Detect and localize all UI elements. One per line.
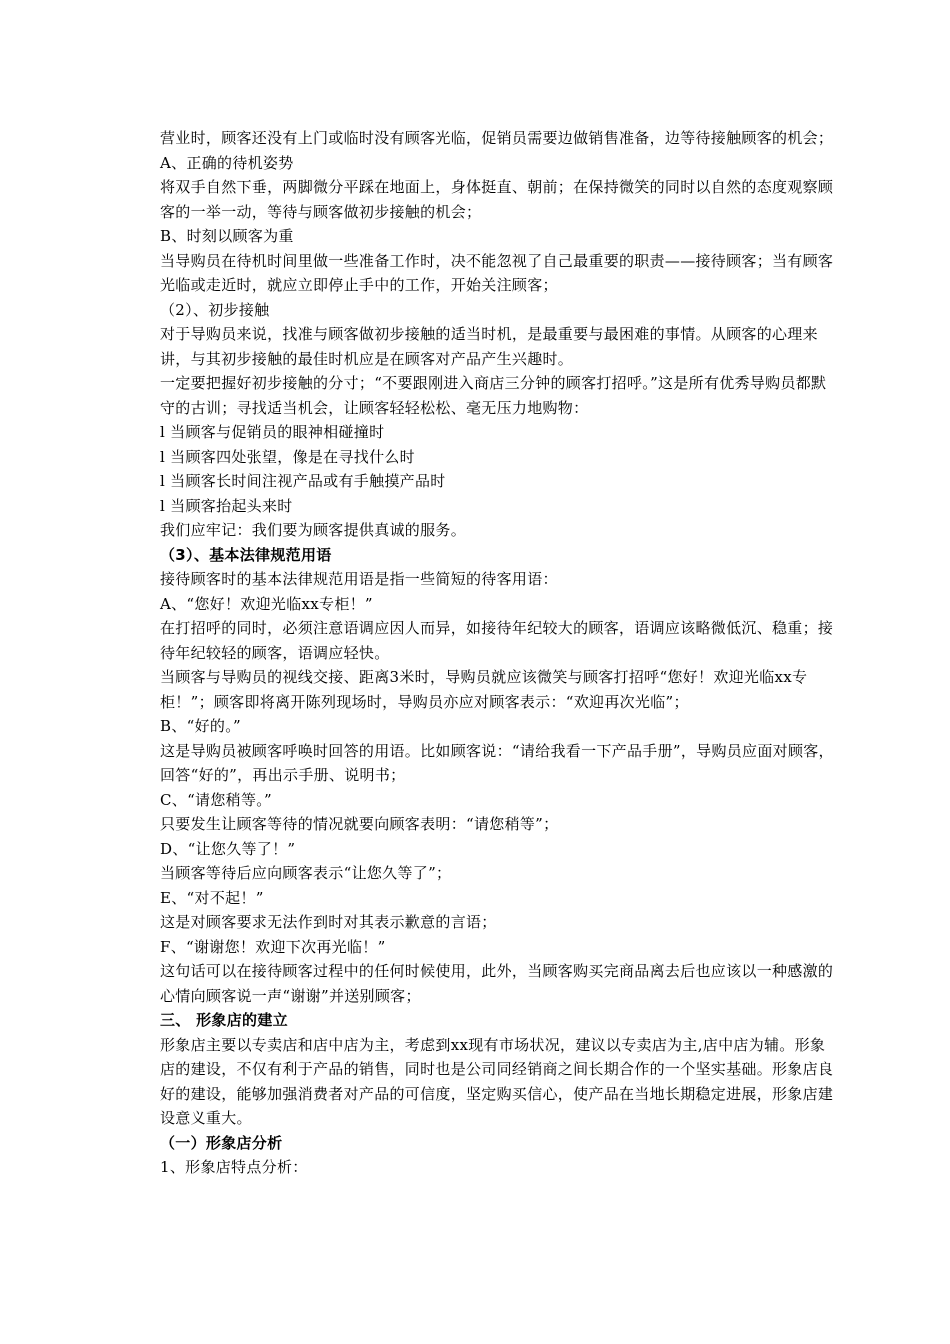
- paragraph: 对于导购员来说，找准与顾客做初步接触的适当时机，是最重要与最困难的事情。从顾客的心理来讲，与其初步接触的最佳时机应是在顾客对产品产生兴趣时。: [160, 325, 818, 368]
- chapter-heading: 三、 形象店的建立: [160, 1011, 288, 1029]
- document-body: [160, 126, 835, 1180]
- paragraph: 将双手自然下垂，两脚微分平踩在地面上，身体挺直、朝前；在保持微笑的同时以自然的态度观察顾客的一举一动，等待与顾客做初步接触的机会；: [160, 178, 834, 221]
- bullet-item: l 当顾客与促销员的眼神相碰撞时: [160, 423, 385, 441]
- phrase-item: B、“好的。”: [160, 717, 241, 735]
- paragraph: 形象店主要以专卖店和店中店为主，考虑到xx现有市场状况，建议以专卖店为主,店中店为辅。形象店的建设，不仅有利于产品的销售，同时也是公司同经销商之间长期合作的一个坚实基础。形象店良好的建设，能够加强消费者对产品的可信度，坚定购买信心，使产品在当地长期稳定进展，形象店建设意义重大。: [160, 1035, 834, 1127]
- paragraph: 这是导购员被顾客呼唤时回答的用语。比如顾客说：“请给我看一下产品手册”，导购员应面对顾客，回答“好的”，再出示手册、说明书；: [160, 741, 834, 784]
- phrase-item: F、“谢谢您！欢迎下次再光临！”: [160, 937, 386, 956]
- paragraph: 当导购员在待机时间里做一些准备工作时，决不能忽视了自己最重要的职责——接待顾客；当有顾客光临或走近时，就应立即停止手中的工作，开始关注顾客；: [160, 251, 834, 294]
- paragraph: 当顾客与导购员的视线交接、距离3米时，导购员就应该微笑与顾客打招呼“您好！欢迎光临xx专柜！”；顾客即将离开陈列现场时，导购员亦应对顾客表示：“欢迎再次光临”；: [160, 668, 808, 711]
- list-heading: A、正确的待机姿势: [160, 153, 294, 172]
- paragraph: 营业时，顾客还没有上门或临时没有顾客光临，促销员需要边做销售准备，边等待接触顾客的机会；: [160, 129, 834, 147]
- phrase-item: A、“您好！欢迎光临xx专柜！”: [160, 594, 373, 613]
- paragraph: 在打招呼的同时，必须注意语调应因人而异，如接待年纪较大的顾客，语调应该略微低沉、稳重；接待年纪较轻的顾客，语调应轻快。: [160, 619, 834, 662]
- paragraph: 这是对顾客要求无法作到时对其表示歉意的言语；: [160, 913, 497, 931]
- paragraph: 这句话可以在接待顾客过程中的任何时候使用，此外，当顾客购买完商品离去后也应该以一种感激的心情向顾客说一声“谢谢”并送别顾客；: [160, 962, 834, 1005]
- bullet-item: l 当顾客四处张望，像是在寻找什么时: [160, 447, 415, 466]
- section-heading: （一）形象店分析: [160, 1133, 283, 1152]
- phrase-item: C、“请您稍等。”: [160, 790, 273, 809]
- section-heading: （2）、初步接触: [160, 300, 270, 319]
- list-heading: B、时刻以顾客为重: [160, 227, 294, 245]
- phrase-item: D、“让您久等了！”: [160, 839, 296, 858]
- section-heading: （3）、基本法律规范用语: [160, 545, 332, 564]
- phrase-item: E、“对不起！”: [160, 888, 264, 907]
- paragraph: 当顾客等待后应向顾客表示“让您久等了”；: [160, 864, 452, 882]
- bullet-item: l 当顾客抬起头来时: [160, 496, 293, 515]
- paragraph: 一定要把握好初步接触的分寸；“不要跟刚进入商店三分钟的顾客打招呼。”这是所有优秀导购员都默守的古训；寻找适当机会，让顾客轻轻松松、毫无压力地购物：: [160, 374, 827, 417]
- paragraph: 我们应牢记：我们要为顾客提供真诚的服务。: [160, 521, 467, 539]
- paragraph: 只要发生让顾客等待的情况就要向顾客表明：“请您稍等”；: [160, 815, 559, 833]
- bullet-item: l 当顾客长时间注视产品或有手触摸产品时: [160, 472, 446, 490]
- paragraph: 1、形象店特点分析：: [160, 1158, 308, 1176]
- paragraph: 接待顾客时的基本法律规范用语是指一些简短的待客用语：: [160, 570, 558, 588]
